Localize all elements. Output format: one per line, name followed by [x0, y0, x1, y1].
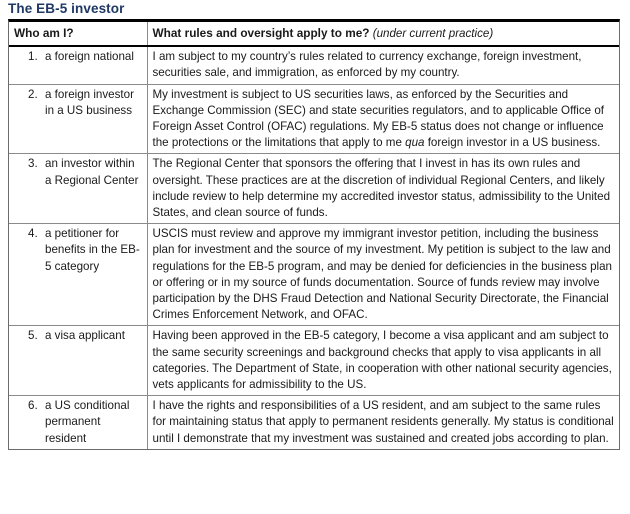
header-cell-who-am-i [9, 22, 147, 46]
table-row [9, 396, 619, 449]
who-cell-1 [9, 46, 147, 84]
header-label-rules-oversight: What rules and oversight apply to me? [152, 26, 370, 40]
table-row [9, 224, 619, 326]
rule-text-2b: foreign investor in a US business. [424, 136, 601, 150]
who-label-4: a petitioner for benefits in the EB-5 category [45, 227, 140, 273]
rule-cell-3: The Regional Center that sponsors the offering that I invest in has its own rules and oversight. These practices are at the discretion of individual Regional Centers, and likely include review to help determine my accredited investor status, admissibility to the United States, and clean source of funds. [147, 154, 619, 224]
who-cell-4 [9, 224, 147, 326]
row-number-1: 1. [28, 50, 38, 64]
rule-cell-1: I am subject to my country’s rules related to currency exchange, foreign investment, securities sale, and immigration, as enforced by my country. [147, 46, 619, 84]
who-cell-3 [9, 154, 147, 224]
who-label-1: a foreign national [45, 50, 134, 64]
rule-text-2a: My investment is subject to US securities laws, as enforced by the Securities and Exchange Commission (SEC) and state securities regulators, and to applicable Office of Foreign Asset Control (OFAC) regulations. My EB-5 status does not change or influence the protections or the limitations that apply to me [152, 87, 605, 150]
table-row [9, 326, 619, 396]
rule-cell-4: USCIS must review and approve my immigrant investor petition, including the business plan for investment and the source of my investment. My petition is subject to the law and regulations for the EB-5 program, and may be denied for deficiencies in the business plan or offering or in my source of funds documentation. Source of funds review may involve participation by the DHS Fraud Detection and National Security Directorate, the Financial Crimes Enforcement Network, and OFAC. [147, 224, 619, 326]
header-label-who-am-i: Who am I? [14, 26, 74, 40]
row-number-4: 4. [28, 227, 38, 241]
who-label-5: a visa applicant [45, 329, 125, 343]
eb5-investor-table [8, 19, 620, 450]
table-row [9, 154, 619, 224]
who-cell-2 [9, 84, 147, 154]
row-number-3: 3. [28, 157, 38, 171]
who-label-2: a foreign investor in a US business [45, 87, 134, 117]
header-note-current-practice: (under current practice) [372, 27, 494, 40]
rule-cell-5: Having been approved in the EB-5 category, I become a visa applicant and am subject to the same security screenings and background checks that apply to visa applicants in all categories. The Department of State, in cooperation with other national security agencies, vets applicants for admissibility to the US. [147, 326, 619, 396]
row-number-5: 5. [28, 329, 38, 343]
row-number-2: 2. [28, 87, 38, 101]
row-number-6: 6. [28, 399, 38, 413]
table-row [9, 84, 619, 154]
table-header-row [9, 22, 619, 46]
header-cell-rules-oversight [147, 22, 619, 46]
rule-cell-2 [147, 84, 619, 154]
page-title: The EB-5 investor [8, 1, 125, 16]
rule-text-2-italic: qua [405, 136, 425, 150]
table-row [9, 46, 619, 84]
who-cell-5 [9, 326, 147, 396]
rule-cell-6: I have the rights and responsibilities of a US resident, and am subject to the same rules for maintaining status that apply to permanent residents generally. My status is conditional until I demonstrate that my investment was sustained and created jobs according to plan. [152, 399, 614, 445]
who-label-6: a US conditional permanent resident [45, 399, 130, 445]
who-cell-6 [9, 396, 147, 449]
who-label-3: an investor within a Regional Center [45, 157, 139, 187]
